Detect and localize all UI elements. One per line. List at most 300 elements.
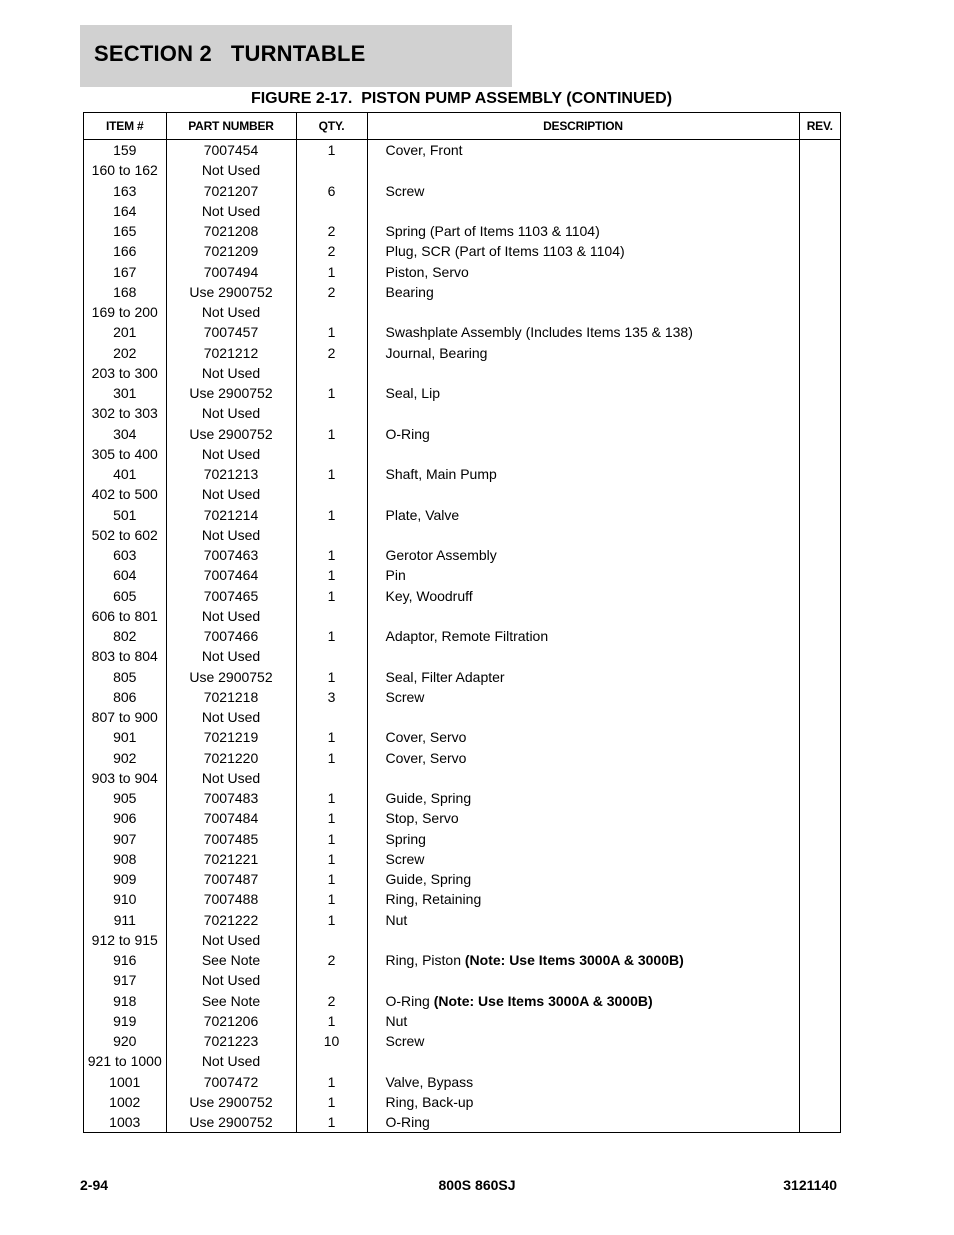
qty-cell: 1	[296, 910, 367, 930]
qty-cell: 6	[296, 181, 367, 201]
description-cell	[367, 221, 799, 241]
table-row	[84, 727, 840, 747]
description-cell	[367, 363, 799, 383]
part-number-cell: 7007485	[166, 829, 296, 849]
qty-cell: 3	[296, 687, 367, 707]
table-row	[84, 424, 840, 444]
section-header	[80, 25, 512, 87]
item-number-cell: 402 to 500	[84, 484, 166, 504]
table-row	[84, 444, 840, 464]
description-cell	[367, 140, 799, 161]
description-text: Adaptor, Remote Filtration	[385, 628, 549, 644]
part-number-cell: Use 2900752	[166, 1112, 296, 1132]
part-number-cell: 7007463	[166, 545, 296, 565]
qty-cell: 1	[296, 748, 367, 768]
part-number-cell: Not Used	[166, 970, 296, 990]
part-number-cell: 7007465	[166, 586, 296, 606]
description-text: Cover, Servo	[385, 749, 467, 766]
part-number-cell: Use 2900752	[166, 1092, 296, 1112]
description-cell	[367, 788, 799, 808]
table-row	[84, 626, 840, 646]
description-text: Journal, Bearing	[385, 344, 488, 361]
part-number-cell: See Note	[166, 991, 296, 1011]
footer-model: 800S 860SJ	[438, 1177, 516, 1193]
item-number-cell: 921 to 1000	[84, 1051, 166, 1071]
part-number-cell: 7021222	[166, 910, 296, 930]
item-number-cell: 802	[84, 626, 166, 646]
description-text: Gerotor Assembly	[385, 547, 497, 563]
item-number-cell: 604	[84, 565, 166, 585]
rev-cell	[799, 565, 840, 585]
description-cell	[367, 424, 799, 444]
rev-cell	[799, 768, 840, 788]
description-cell	[367, 565, 799, 585]
rev-cell	[799, 586, 840, 606]
table-row	[84, 849, 840, 869]
item-number-cell: 920	[84, 1031, 166, 1051]
part-number-cell: 7007472	[166, 1072, 296, 1092]
item-number-cell: 202	[84, 343, 166, 363]
parts-table	[83, 112, 841, 1133]
part-number-cell: Use 2900752	[166, 424, 296, 444]
table-row	[84, 707, 840, 727]
rev-cell	[799, 383, 840, 403]
part-number-cell: 7021219	[166, 727, 296, 747]
item-number-cell: 919	[84, 1011, 166, 1031]
qty-cell: 1	[296, 140, 367, 161]
qty-cell	[296, 768, 367, 788]
item-number-cell: 1003	[84, 1112, 166, 1132]
description-cell	[367, 383, 799, 403]
item-number-cell: 912 to 915	[84, 930, 166, 950]
part-number-cell: Not Used	[166, 201, 296, 221]
description-cell	[367, 646, 799, 666]
qty-cell	[296, 1051, 367, 1071]
qty-cell	[296, 201, 367, 221]
rev-cell	[799, 646, 840, 666]
qty-cell: 1	[296, 464, 367, 484]
rev-cell	[799, 181, 840, 201]
table-row	[84, 505, 840, 525]
description-cell	[367, 970, 799, 990]
rev-cell	[799, 748, 840, 768]
description-text: Swashplate Assembly (Includes Items 135 & 138)	[385, 324, 693, 341]
table-row	[84, 970, 840, 990]
section-title: SECTION 2 TURNTABLE	[94, 41, 366, 66]
header-qty: QTY.	[296, 113, 367, 140]
description-cell	[367, 484, 799, 504]
description-text: Pin	[385, 567, 406, 584]
part-number-cell: 7021213	[166, 464, 296, 484]
description-cell	[367, 849, 799, 869]
description-text: Screw	[385, 1033, 425, 1049]
description-cell	[367, 160, 799, 180]
header-part-number: PART NUMBER	[166, 113, 296, 140]
table-row	[84, 1011, 840, 1031]
rev-cell	[799, 464, 840, 484]
description-cell	[367, 869, 799, 889]
qty-cell: 1	[296, 565, 367, 585]
table-row	[84, 181, 840, 201]
part-number-cell: 7007466	[166, 626, 296, 646]
description-cell	[367, 302, 799, 322]
part-number-cell: 7021214	[166, 505, 296, 525]
item-number-cell: 902	[84, 748, 166, 768]
part-number-cell: Not Used	[166, 160, 296, 180]
rev-cell	[799, 626, 840, 646]
item-number-cell: 807 to 900	[84, 707, 166, 727]
item-number-cell: 911	[84, 910, 166, 930]
part-number-cell: Not Used	[166, 707, 296, 727]
description-text: Key, Woodruff	[385, 587, 473, 604]
item-number-cell: 163	[84, 181, 166, 201]
item-number-cell: 164	[84, 201, 166, 221]
table-row	[84, 343, 840, 363]
item-number-cell: 301	[84, 383, 166, 403]
item-number-cell: 908	[84, 849, 166, 869]
qty-cell: 2	[296, 282, 367, 302]
qty-cell: 1	[296, 667, 367, 687]
qty-cell: 1	[296, 262, 367, 282]
description-text: Cover, Front	[385, 142, 463, 158]
rev-cell	[799, 687, 840, 707]
item-number-cell: 304	[84, 424, 166, 444]
description-cell	[367, 727, 799, 747]
item-number-cell: 168	[84, 282, 166, 302]
table-row	[84, 910, 840, 930]
table-row	[84, 322, 840, 342]
qty-cell: 2	[296, 950, 367, 970]
qty-cell	[296, 403, 367, 423]
rev-cell	[799, 910, 840, 930]
rev-cell	[799, 869, 840, 889]
rev-cell	[799, 1051, 840, 1071]
qty-cell: 1	[296, 383, 367, 403]
item-number-cell: 165	[84, 221, 166, 241]
part-number-cell: 7007487	[166, 869, 296, 889]
item-number-cell: 166	[84, 241, 166, 261]
qty-cell: 1	[296, 727, 367, 747]
qty-cell: 2	[296, 991, 367, 1011]
rev-cell	[799, 1031, 840, 1051]
part-number-cell: Use 2900752	[166, 383, 296, 403]
part-number-cell: Not Used	[166, 606, 296, 626]
description-note: (Note: Use Items 3000A & 3000B)	[433, 992, 653, 1009]
part-number-cell: 7021212	[166, 343, 296, 363]
qty-cell: 1	[296, 626, 367, 646]
description-text: Piston, Servo	[385, 263, 469, 280]
description-cell	[367, 262, 799, 282]
qty-cell: 10	[296, 1031, 367, 1051]
qty-cell: 1	[296, 322, 367, 342]
item-number-cell: 803 to 804	[84, 646, 166, 666]
table-row	[84, 1051, 840, 1071]
description-text: Nut	[385, 911, 408, 928]
description-text: Valve, Bypass	[385, 1073, 474, 1090]
part-number-cell: 7021206	[166, 1011, 296, 1031]
table-row	[84, 140, 840, 161]
qty-cell: 1	[296, 849, 367, 869]
description-text: Guide, Spring	[385, 790, 472, 806]
rev-cell	[799, 667, 840, 687]
part-number-cell: Not Used	[166, 363, 296, 383]
part-number-cell: Use 2900752	[166, 667, 296, 687]
rev-cell	[799, 424, 840, 444]
item-number-cell: 805	[84, 667, 166, 687]
description-cell	[367, 505, 799, 525]
qty-cell: 1	[296, 889, 367, 909]
table-row	[84, 262, 840, 282]
rev-cell	[799, 950, 840, 970]
table-row	[84, 606, 840, 626]
qty-cell	[296, 930, 367, 950]
description-cell	[367, 748, 799, 768]
rev-cell	[799, 808, 840, 828]
table-row	[84, 383, 840, 403]
qty-cell: 2	[296, 221, 367, 241]
table-row	[84, 201, 840, 221]
description-text: Bearing	[385, 283, 434, 300]
part-number-cell: 7007464	[166, 565, 296, 585]
description-note: (Note: Use Items 3000A & 3000B)	[464, 952, 684, 968]
rev-cell	[799, 302, 840, 322]
table-row	[84, 403, 840, 423]
description-text: Nut	[385, 1012, 408, 1029]
part-number-cell: Not Used	[166, 646, 296, 666]
part-number-cell: 7007494	[166, 262, 296, 282]
description-text: Seal, Lip	[385, 385, 440, 401]
part-number-cell: Not Used	[166, 403, 296, 423]
description-cell	[367, 586, 799, 606]
rev-cell	[799, 140, 840, 161]
rev-cell	[799, 1092, 840, 1112]
qty-cell: 1	[296, 869, 367, 889]
rev-cell	[799, 930, 840, 950]
part-number-cell: Not Used	[166, 444, 296, 464]
item-number-cell: 905	[84, 788, 166, 808]
rev-cell	[799, 707, 840, 727]
item-number-cell: 159	[84, 140, 166, 161]
qty-cell: 1	[296, 808, 367, 828]
qty-cell	[296, 302, 367, 322]
qty-cell: 1	[296, 505, 367, 525]
rev-cell	[799, 788, 840, 808]
table-row	[84, 302, 840, 322]
rev-cell	[799, 484, 840, 504]
description-cell	[367, 930, 799, 950]
table-row	[84, 221, 840, 241]
figure-title: FIGURE 2-17. PISTON PUMP ASSEMBLY (CONTINUED)	[250, 90, 673, 107]
table-row	[84, 1031, 840, 1051]
description-text: Guide, Spring	[385, 871, 472, 887]
rev-cell	[799, 505, 840, 525]
table-row	[84, 1092, 840, 1112]
item-number-cell: 806	[84, 687, 166, 707]
description-cell	[367, 403, 799, 423]
table-row	[84, 586, 840, 606]
table-row	[84, 687, 840, 707]
item-number-cell: 906	[84, 808, 166, 828]
table-row	[84, 748, 840, 768]
qty-cell: 1	[296, 545, 367, 565]
rev-cell	[799, 829, 840, 849]
description-cell	[367, 950, 799, 970]
part-number-cell: Not Used	[166, 1051, 296, 1071]
table-row	[84, 241, 840, 261]
part-number-cell: See Note	[166, 950, 296, 970]
part-number-cell: 7007454	[166, 140, 296, 161]
rev-cell	[799, 991, 840, 1011]
description-text: O-Ring	[385, 992, 434, 1009]
description-cell	[367, 768, 799, 788]
description-cell	[367, 1072, 799, 1092]
description-cell	[367, 707, 799, 727]
table-row	[84, 808, 840, 828]
item-number-cell: 167	[84, 262, 166, 282]
item-number-cell: 603	[84, 545, 166, 565]
part-number-cell: 7007457	[166, 322, 296, 342]
qty-cell: 1	[296, 586, 367, 606]
description-cell	[367, 910, 799, 930]
part-number-cell: Not Used	[166, 930, 296, 950]
description-cell	[367, 808, 799, 828]
description-cell	[367, 667, 799, 687]
rev-cell	[799, 525, 840, 545]
table-row	[84, 950, 840, 970]
rev-cell	[799, 160, 840, 180]
header-rev: REV.	[799, 113, 840, 140]
item-number-cell: 606 to 801	[84, 606, 166, 626]
description-cell	[367, 1031, 799, 1051]
item-number-cell: 501	[84, 505, 166, 525]
rev-cell	[799, 606, 840, 626]
part-number-cell: 7021207	[166, 181, 296, 201]
rev-cell	[799, 221, 840, 241]
description-text: Ring, Back-up	[385, 1093, 474, 1110]
description-text: Ring, Retaining	[385, 891, 482, 908]
description-text: Screw	[385, 850, 425, 867]
description-text: Screw	[385, 182, 425, 199]
description-text: Cover, Servo	[385, 729, 467, 746]
description-text: O-Ring	[385, 425, 430, 442]
qty-cell	[296, 444, 367, 464]
qty-cell: 1	[296, 424, 367, 444]
rev-cell	[799, 403, 840, 423]
header-item: ITEM #	[84, 113, 166, 140]
qty-cell: 1	[296, 829, 367, 849]
part-number-cell: Not Used	[166, 525, 296, 545]
qty-cell	[296, 970, 367, 990]
item-number-cell: 918	[84, 991, 166, 1011]
description-cell	[367, 525, 799, 545]
part-number-cell: 7021223	[166, 1031, 296, 1051]
description-cell	[367, 1011, 799, 1031]
qty-cell	[296, 160, 367, 180]
item-number-cell: 1002	[84, 1092, 166, 1112]
description-cell	[367, 829, 799, 849]
description-cell	[367, 1112, 799, 1132]
table-row	[84, 829, 840, 849]
qty-cell: 1	[296, 1092, 367, 1112]
description-cell	[367, 687, 799, 707]
item-number-cell: 605	[84, 586, 166, 606]
qty-cell	[296, 707, 367, 727]
part-number-cell: 7021208	[166, 221, 296, 241]
description-cell	[367, 464, 799, 484]
part-number-cell: Not Used	[166, 484, 296, 504]
table-row	[84, 646, 840, 666]
rev-cell	[799, 1072, 840, 1092]
table-row	[84, 525, 840, 545]
table-row	[84, 545, 840, 565]
description-cell	[367, 201, 799, 221]
description-text: Ring, Piston	[385, 952, 465, 968]
rev-cell	[799, 970, 840, 990]
part-number-cell: Not Used	[166, 768, 296, 788]
item-number-cell: 903 to 904	[84, 768, 166, 788]
table-row	[84, 565, 840, 585]
qty-cell: 1	[296, 1011, 367, 1031]
rev-cell	[799, 727, 840, 747]
table-row	[84, 282, 840, 302]
rev-cell	[799, 1112, 840, 1132]
qty-cell	[296, 484, 367, 504]
qty-cell: 2	[296, 241, 367, 261]
item-number-cell: 302 to 303	[84, 403, 166, 423]
table-row	[84, 667, 840, 687]
qty-cell: 1	[296, 1112, 367, 1132]
rev-cell	[799, 262, 840, 282]
description-text: Stop, Servo	[385, 810, 459, 827]
qty-cell: 2	[296, 343, 367, 363]
description-cell	[367, 343, 799, 363]
table-row	[84, 788, 840, 808]
item-number-cell: 917	[84, 970, 166, 990]
rev-cell	[799, 545, 840, 565]
rev-cell	[799, 241, 840, 261]
qty-cell	[296, 646, 367, 666]
table-row	[84, 930, 840, 950]
table-row	[84, 991, 840, 1011]
item-number-cell: 909	[84, 869, 166, 889]
qty-cell: 1	[296, 1072, 367, 1092]
description-text: O-Ring	[385, 1114, 430, 1130]
rev-cell	[799, 201, 840, 221]
part-number-cell: 7007484	[166, 808, 296, 828]
item-number-cell: 907	[84, 829, 166, 849]
qty-cell: 1	[296, 788, 367, 808]
description-text: Plate, Valve	[385, 506, 460, 523]
item-number-cell: 910	[84, 889, 166, 909]
table-row	[84, 484, 840, 504]
rev-cell	[799, 322, 840, 342]
table-row	[84, 768, 840, 788]
rev-cell	[799, 282, 840, 302]
item-number-cell: 160 to 162	[84, 160, 166, 180]
item-number-cell: 901	[84, 727, 166, 747]
part-number-cell: Not Used	[166, 302, 296, 322]
description-cell	[367, 626, 799, 646]
rev-cell	[799, 363, 840, 383]
footer-page-number: 2-94	[80, 1177, 109, 1193]
part-number-cell: 7007483	[166, 788, 296, 808]
description-cell	[367, 241, 799, 261]
description-cell	[367, 889, 799, 909]
description-text: Seal, Filter Adapter	[385, 668, 505, 685]
description-cell	[367, 991, 799, 1011]
description-cell	[367, 1092, 799, 1112]
item-number-cell: 502 to 602	[84, 525, 166, 545]
